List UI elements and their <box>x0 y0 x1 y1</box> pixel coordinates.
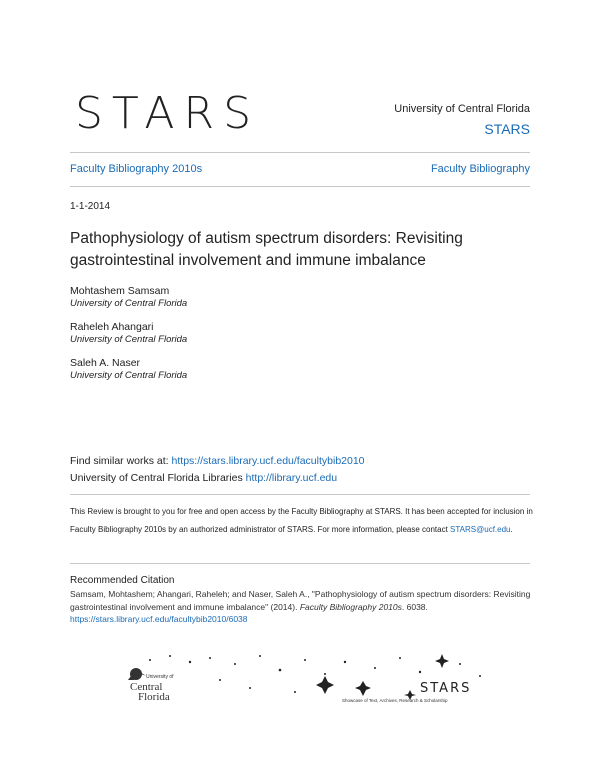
ucf-logo-top: University of <box>146 674 174 680</box>
ucf-pegasus-icon <box>128 668 146 680</box>
citation-heading: Recommended Citation <box>70 575 175 586</box>
find-similar <box>70 455 365 467</box>
author-affiliation: University of Central Florida <box>70 298 188 309</box>
citation-series: Faculty Bibliography 2010s <box>299 601 402 612</box>
stars-logo: STARS <box>75 88 260 139</box>
author-affiliation: University of Central Florida <box>70 334 188 345</box>
citation-number: . 6038. <box>401 601 428 612</box>
ucf-logo-florida: Florida <box>138 691 170 703</box>
stars-tagline: Showcase of Text, Archives, Research & Scholarship <box>342 698 448 703</box>
divider <box>70 494 530 495</box>
stars-footer-logo: STARS <box>420 681 472 696</box>
divider <box>70 152 530 153</box>
author-affiliation: University of Central Florida <box>70 370 188 381</box>
citation-link[interactable]: https://stars.library.ucf.edu/facultybib2010/6038 <box>70 614 248 624</box>
libraries-label: University of Central Florida Libraries <box>70 472 243 484</box>
footer-logos <box>120 650 500 710</box>
institution-name: University of Central Florida <box>394 103 530 115</box>
parent-collection-link[interactable]: Faculty Bibliography <box>430 163 530 175</box>
ucf-logo-central: Central <box>130 681 163 693</box>
citation-block <box>70 588 540 626</box>
notice-end: . <box>510 525 513 534</box>
access-notice <box>70 503 535 539</box>
author-name: Raheleh Ahangari <box>70 321 154 333</box>
collection-link[interactable]: Faculty Bibliography 2010s <box>70 163 203 175</box>
find-similar-link[interactable]: https://stars.library.ucf.edu/facultybib2010 <box>171 455 365 467</box>
author-name: Saleh A. Naser <box>70 357 141 369</box>
contact-email-link[interactable]: STARS@ucf.edu <box>450 525 511 534</box>
citation-text: Samsam, Mohtashem; Ahangari, Raheleh; and Naser, Saleh A., "Pathophysiology of autism spectrum disorders: Revisiting gastrointestinal involvement and immune imbalance" (2014). <box>70 589 531 612</box>
libraries-link[interactable]: http://library.ucf.edu <box>245 472 338 484</box>
repository-link[interactable]: STARS <box>484 121 530 137</box>
libraries-line <box>70 472 337 484</box>
find-similar-label: Find similar works at: <box>70 455 169 467</box>
publication-date: 1-1-2014 <box>70 201 111 212</box>
footer-graphic <box>120 650 500 710</box>
divider <box>70 186 530 187</box>
access-notice-text: This Review is brought to you for free and open access by the Faculty Bibliography at STARS. It has been accepted for inclusion in Faculty Bibliography 2010s by an authorized administrator of STARS. For more information, please contact <box>70 507 533 534</box>
author-name: Mohtashem Samsam <box>70 285 170 297</box>
divider <box>70 563 530 564</box>
article-title: Pathophysiology of autism spectrum disorders: Revisiting gastrointestinal involvement and immune imbalance <box>70 230 463 269</box>
